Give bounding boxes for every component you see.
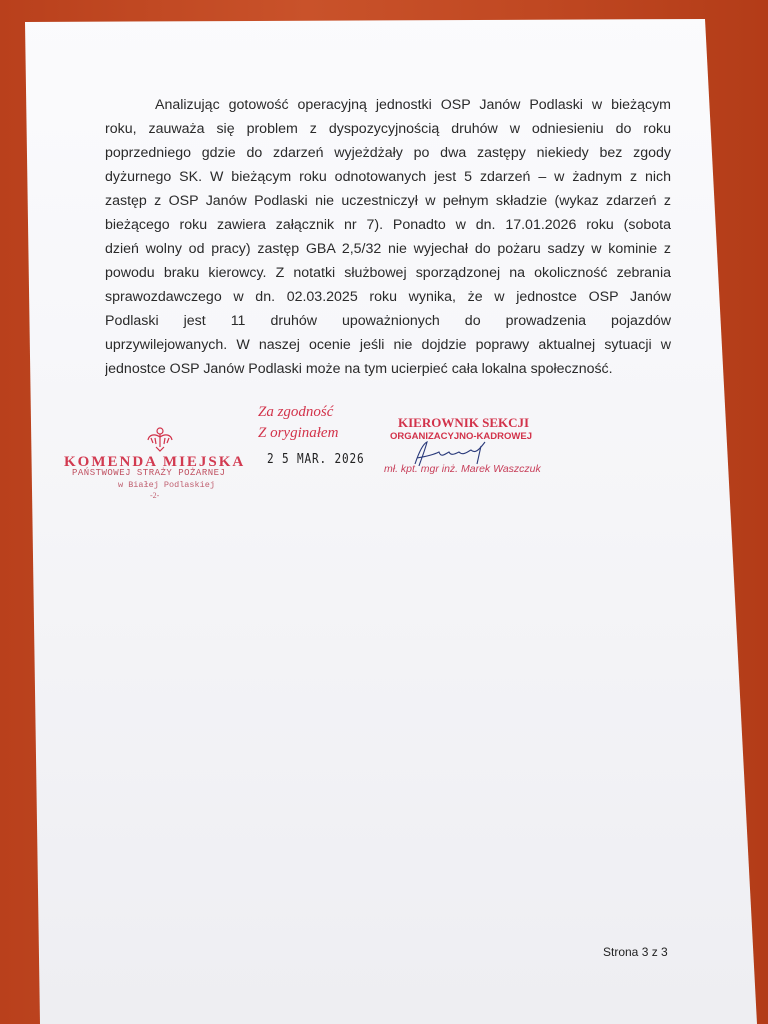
page-number: Strona 3 z 3 [603,945,668,959]
text-line: powodu braku kierowcy. Z notatki służbowej sporządzonej na okoliczność zebrania [105,265,671,281]
office-stamp-number: -2- [150,491,160,500]
text-line: Podlaski jest 11 druhów upoważnionych do prowadzenia pojazdów [105,313,671,329]
text-line: jednostce OSP Janów Podlaski może na tym ucierpieć cała lokalna społeczność. [105,361,613,377]
certified-line2: Z oryginałem [258,425,339,441]
date-stamp: 2 5 MAR. 2026 [267,452,365,467]
body-paragraph [105,93,671,381]
text-line: bieżącego roku zawiera załącznik nr 7). Ponadto w dn. 17.01.2026 roku (sobota [105,217,671,233]
text-line: uprzywilejowanych. W naszej ocenie jeśli nie dojdzie poprawy aktualnej sytuacji w [105,337,671,353]
office-stamp-line2: PAŃSTWOWEJ STRAŻY POŻARNEJ [72,468,226,478]
office-stamp-title: KOMENDA MIEJSKA [64,454,246,470]
text-line: dzień wolny od pracy) zastęp GBA 2,5/32 nie wyjechał do pożaru sadzy w kominie z [105,241,671,257]
signatory-name: mł. kpt. mgr inż. Marek Waszczuk [384,463,541,475]
office-stamp-line3: w Białej Podlaskiej [118,480,215,490]
certified-line1: Za zgodność [258,404,334,420]
text-line: poprzedniego gdzie do zdarzeń wyjeżdżały po dwa zastępy niekiedy bez zgody [105,145,671,161]
certified-copy-stamp [258,402,338,444]
text-line: Analizując gotowość operacyjną jednostki OSP Janów Podlaski w bieżącym [155,97,671,113]
signatory-title: KIEROWNIK SEKCJI [398,415,530,430]
eagle-emblem-icon [145,425,175,453]
signatory-department: ORGANIZACYJNO-KADROWEJ [390,431,532,442]
text-line: zastęp z OSP Janów Podlaski nie uczestniczył w pełnym składzie (wykaz zdarzeń z [105,193,671,209]
text-line: dyżurnego SK. W bieżącym roku odnotowanych jest 5 zdarzeń – w żadnym z nich [105,169,671,185]
text-line: sprawozdawczego w dn. 02.03.2025 roku wynika, że w jednostce OSP Janów [105,289,671,305]
text-line: roku, zauważa się problem z dyspozycyjnością druhów w odniesieniu do roku [105,121,671,137]
